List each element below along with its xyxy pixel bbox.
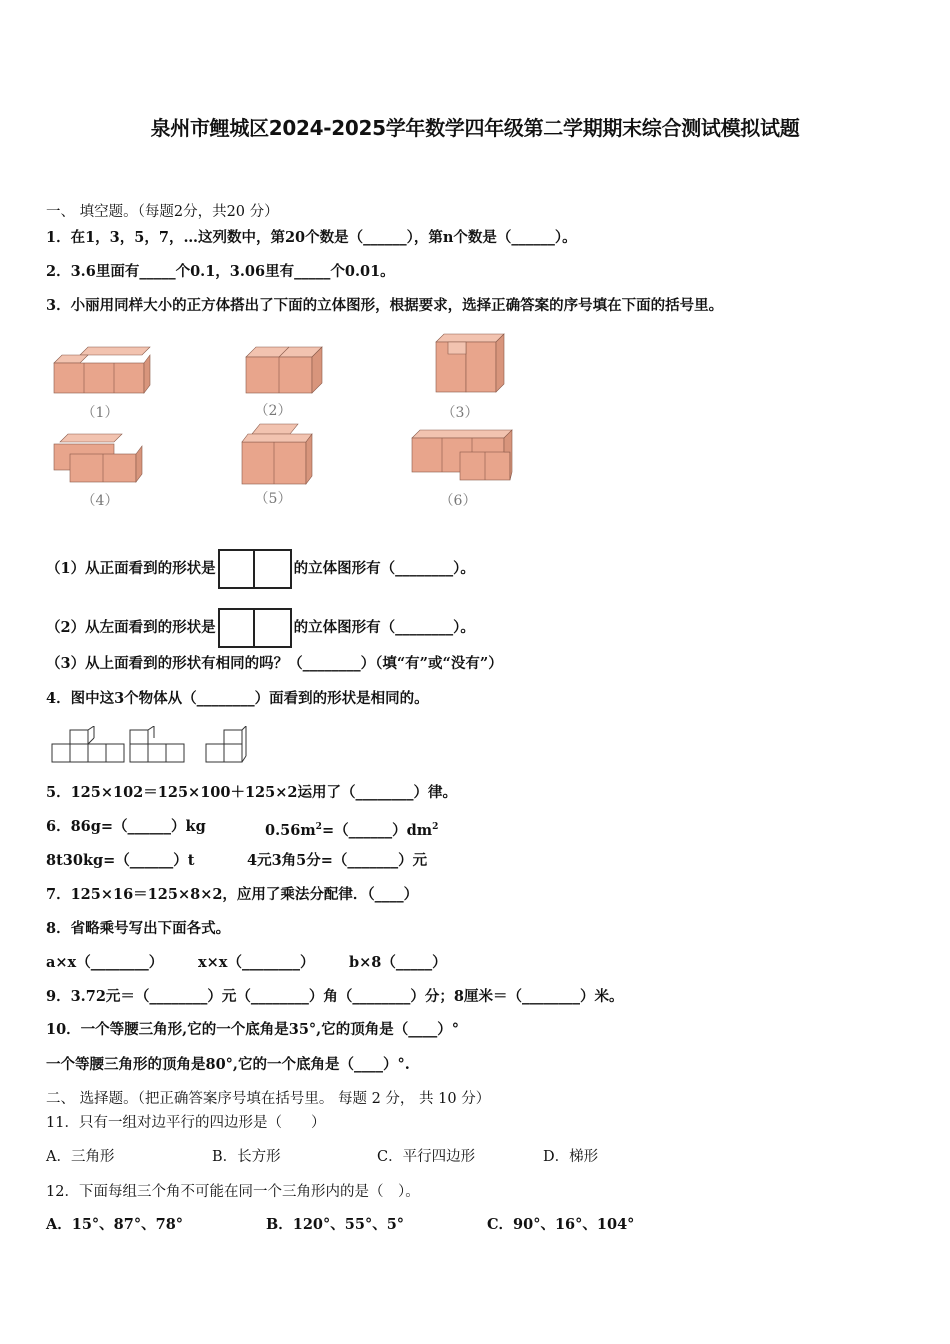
question-8-item-3: b×8（_____）: [349, 954, 447, 971]
part-2-suffix: 的立体图形有（________）。: [293, 619, 475, 636]
question-3-part-3: （3）从上面看到的形状有相同的吗？（________）（填“有”或“没有”）: [46, 655, 503, 672]
question-4: 4．图中这3个物体从（________）面看到的形状是相同的。: [46, 690, 429, 707]
cube-figure-1: [50, 345, 155, 397]
cube-figure-6: [408, 428, 520, 486]
q6b-sup-1: 2: [315, 822, 322, 832]
part-1-suffix: 的立体图形有（________）。: [293, 560, 475, 577]
figure-label-2: （2）: [254, 403, 292, 419]
q6b-sup-2: 2: [432, 822, 439, 832]
q6b-mid: =（______）dm: [321, 821, 433, 839]
question-12-option-b: B．120°、55°、5°: [266, 1216, 405, 1233]
front-view-two-squares: [218, 549, 292, 589]
figure-label-5: （5）: [254, 491, 292, 507]
question-9: 9．3.72元＝（________）元（________）角（________）分；8厘米＝（________）米。: [46, 988, 624, 1005]
question-1: 1．在1，3，5，7，…这列数中，第20个数是（______），第n个数是（______）。: [46, 229, 577, 246]
left-view-two-squares: [218, 608, 292, 648]
question-6-a: 6．86g=（______）kg: [46, 818, 206, 835]
question-11-option-d: D．梯形: [543, 1149, 599, 1165]
question-3-part-2: [46, 608, 475, 648]
question-2: 2．3.6里面有_____个0.1，3.06里有_____个0.01。: [46, 263, 395, 280]
question-8: 8．省略乘号写出下面各式。: [46, 920, 231, 937]
question-7: 7．125×16＝125×8×2，应用了乘法分配律．（____）: [46, 886, 419, 903]
question-3-part-1: [46, 549, 475, 589]
question-3: 3．小丽用同样大小的正方体搭出了下面的立体图形，根据要求，选择正确答案的序号填在下面的括号里。: [46, 297, 724, 314]
question-11-option-c: C．平行四边形: [377, 1149, 476, 1165]
question-8-item-1: a×x（________）: [46, 954, 164, 971]
section-2-heading: 二、 选择题。（把正确答案序号填在括号里。 每题 2 分， 共 10 分）: [46, 1091, 491, 1107]
question-6-c: 8t30kg=（______）t: [46, 852, 195, 869]
question-12-option-a: A．15°、87°、78°: [46, 1216, 184, 1233]
question-12-option-c: C．90°、16°、104°: [487, 1216, 635, 1233]
cube-figure-3: [432, 330, 512, 398]
question-6-b: [265, 818, 438, 840]
section-1-heading: 一、 填空题。（每题2分，共20 分）: [46, 204, 279, 220]
question-11-option-a: A．三角形: [46, 1149, 115, 1165]
page-title: 泉州市鲤城区2024-2025学年数学四年级第二学期期末综合测试模拟试题: [150, 116, 800, 140]
question-10-b: 一个等腰三角形的顶角是80°,它的一个底角是（____）°.: [46, 1056, 410, 1073]
cube-figure-4: [50, 432, 145, 488]
question-4-objects: [48, 726, 253, 766]
question-5: 5．125×102＝125×100＋125×2运用了（________）律。: [46, 784, 457, 801]
question-6-d: 4元3角5分=（_______）元: [247, 852, 428, 869]
cube-figure-2: [242, 343, 332, 398]
figure-label-6: （6）: [439, 493, 477, 509]
figure-label-4: （4）: [81, 493, 119, 509]
part-2-prefix: （2）从左面看到的形状是: [46, 619, 216, 636]
figure-label-3: （3）: [441, 405, 479, 421]
question-11: 11．只有一组对边平行的四边形是（ ）: [46, 1115, 326, 1131]
question-10-a: 10．一个等腰三角形,它的一个底角是35°,它的顶角是（____）°: [46, 1021, 459, 1038]
figure-label-1: （1）: [81, 405, 119, 421]
part-1-prefix: （1）从正面看到的形状是: [46, 560, 216, 577]
question-8-item-2: x×x（________）: [198, 954, 315, 971]
cube-figure-5: [238, 420, 316, 490]
question-12: 12．下面每组三个角不可能在同一个三角形内的是（ ）。: [46, 1184, 420, 1200]
q6b-pre: 0.56m: [265, 821, 316, 839]
question-11-option-b: B．长方形: [212, 1149, 281, 1165]
